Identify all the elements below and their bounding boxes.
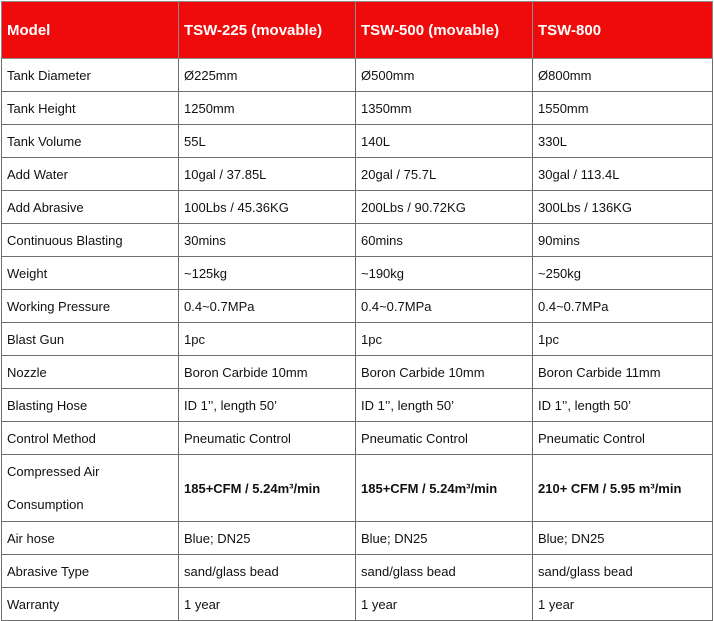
table-row [2,290,713,323]
table-row [2,522,713,555]
cell-tsw-225: Boron Carbide 10mm [179,356,356,389]
row-label: Control Method [2,422,179,455]
cell-tsw-500: 1pc [356,323,533,356]
cell-tsw-800: Boron Carbide 11mm [533,356,713,389]
row-label: Blasting Hose [2,389,179,422]
cell-tsw-500: Blue; DN25 [356,522,533,555]
row-label: Compressed Air Consumption [2,455,179,522]
row-label: Weight [2,257,179,290]
header-tsw-500: TSW-500 (movable) [356,2,533,59]
cell-tsw-500: Ø500mm [356,59,533,92]
table-row [2,455,713,522]
header-tsw-225: TSW-225 (movable) [179,2,356,59]
cell-tsw-225: 30mins [179,224,356,257]
cell-tsw-800: Pneumatic Control [533,422,713,455]
cell-tsw-800: Blue; DN25 [533,522,713,555]
cell-tsw-225: Pneumatic Control [179,422,356,455]
table-row [2,555,713,588]
cell-tsw-225: 1 year [179,588,356,621]
cell-tsw-225: sand/glass bead [179,555,356,588]
cell-tsw-500: 20gal / 75.7L [356,158,533,191]
table-row [2,422,713,455]
cell-tsw-500: Pneumatic Control [356,422,533,455]
table-row [2,125,713,158]
cell-tsw-800: 330L [533,125,713,158]
cell-tsw-225: 10gal / 37.85L [179,158,356,191]
cell-tsw-500: sand/glass bead [356,555,533,588]
header-tsw-800: TSW-800 [533,2,713,59]
cell-tsw-800: 1 year [533,588,713,621]
row-label: Blast Gun [2,323,179,356]
header-row [2,2,713,59]
table-row [2,323,713,356]
cell-tsw-800: 0.4~0.7MPa [533,290,713,323]
cell-tsw-225: ID 1’’, length 50’ [179,389,356,422]
cell-tsw-800: ID 1’’, length 50’ [533,389,713,422]
table-row [2,389,713,422]
row-label: Air hose [2,522,179,555]
table-row [2,257,713,290]
cell-tsw-225: 185+CFM / 5.24m³/min [179,455,356,522]
row-label: Tank Diameter [2,59,179,92]
table-row [2,59,713,92]
row-label: Tank Height [2,92,179,125]
cell-tsw-800: Ø800mm [533,59,713,92]
spec-table [1,1,713,621]
cell-tsw-225: 1pc [179,323,356,356]
cell-tsw-800: 90mins [533,224,713,257]
cell-tsw-500: ID 1’’, length 50’ [356,389,533,422]
table-row [2,356,713,389]
row-label: Abrasive Type [2,555,179,588]
row-label: Warranty [2,588,179,621]
cell-tsw-500: 1350mm [356,92,533,125]
cell-tsw-500: 1 year [356,588,533,621]
cell-tsw-800: ~250kg [533,257,713,290]
row-label: Add Abrasive [2,191,179,224]
table-body [2,59,713,621]
row-label: Tank Volume [2,125,179,158]
cell-tsw-225: 55L [179,125,356,158]
cell-tsw-225: ~125kg [179,257,356,290]
cell-tsw-500: 200Lbs / 90.72KG [356,191,533,224]
cell-tsw-800: sand/glass bead [533,555,713,588]
cell-tsw-225: 100Lbs / 45.36KG [179,191,356,224]
cell-tsw-500: 60mins [356,224,533,257]
row-label: Continuous Blasting [2,224,179,257]
cell-tsw-500: ~190kg [356,257,533,290]
cell-tsw-500: 140L [356,125,533,158]
cell-tsw-500: Boron Carbide 10mm [356,356,533,389]
cell-tsw-225: 1250mm [179,92,356,125]
table-row [2,224,713,257]
cell-tsw-800: 210+ CFM / 5.95 m³/min [533,455,713,522]
table-row [2,158,713,191]
row-label: Nozzle [2,356,179,389]
cell-tsw-225: Blue; DN25 [179,522,356,555]
cell-tsw-800: 300Lbs / 136KG [533,191,713,224]
cell-tsw-225: Ø225mm [179,59,356,92]
cell-tsw-225: 0.4~0.7MPa [179,290,356,323]
cell-tsw-800: 1550mm [533,92,713,125]
table-row [2,588,713,621]
table-row [2,92,713,125]
row-label: Working Pressure [2,290,179,323]
row-label: Add Water [2,158,179,191]
table-header [2,2,713,59]
cell-tsw-500: 0.4~0.7MPa [356,290,533,323]
cell-tsw-800: 30gal / 113.4L [533,158,713,191]
header-model: Model [2,2,179,59]
cell-tsw-500: 185+CFM / 5.24m³/min [356,455,533,522]
table-row [2,191,713,224]
cell-tsw-800: 1pc [533,323,713,356]
